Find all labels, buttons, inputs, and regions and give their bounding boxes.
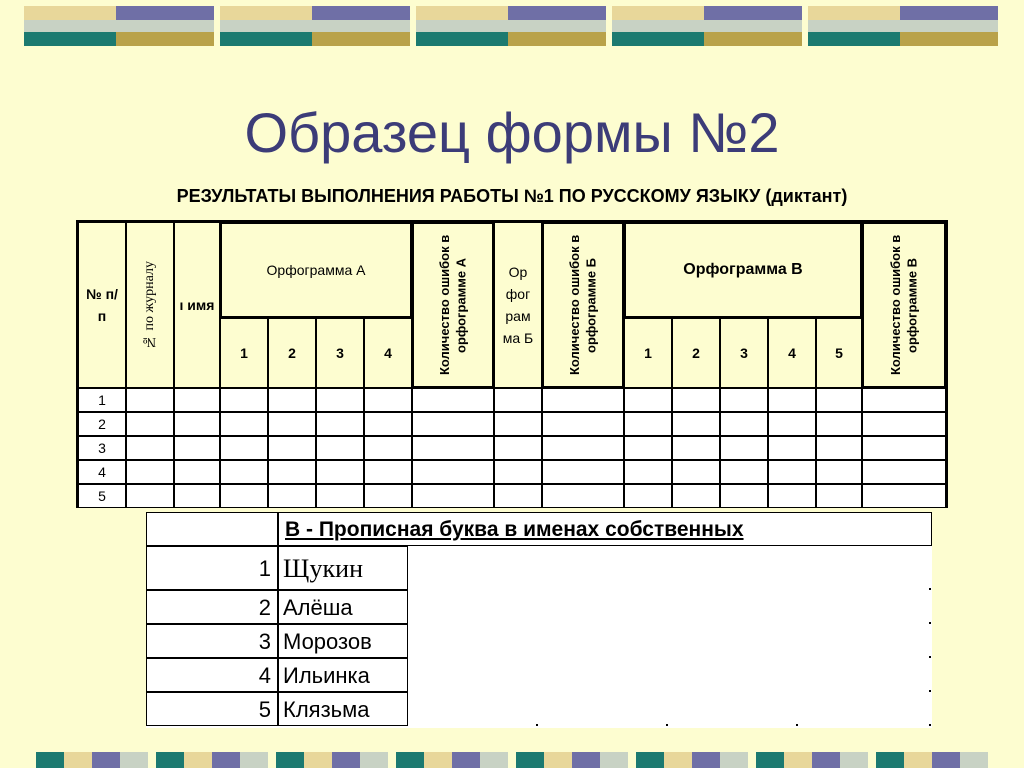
table-cell (768, 460, 816, 484)
table-cell (174, 388, 220, 412)
header-orth-v-col-4 (768, 318, 816, 388)
table-cell (672, 484, 720, 508)
row-number-cell (78, 436, 126, 460)
band-stripe (808, 32, 900, 46)
band-stripe (612, 32, 704, 46)
orthogram-header: В - Прописная буква в именах собственных (278, 512, 932, 546)
header-journal-label: № по журналу (142, 261, 158, 349)
header-name-label: ı имя (179, 297, 215, 313)
table-cell (268, 436, 316, 460)
table-cell (268, 388, 316, 412)
band-stripe (220, 6, 312, 20)
results-table (76, 220, 948, 508)
band-stripe (600, 752, 628, 768)
table-cell (768, 436, 816, 460)
header-orth-v (624, 222, 862, 318)
table-cell (542, 460, 624, 484)
table-cell (316, 436, 364, 460)
table-cell (862, 412, 946, 436)
header-orth-v-col-label: 4 (788, 345, 796, 361)
table-cell (768, 484, 816, 508)
band-stripe (416, 20, 606, 32)
table-cell (494, 388, 542, 412)
band-stripe (396, 752, 424, 768)
band-tile (612, 0, 802, 48)
orthogram-table (146, 512, 932, 728)
header-orth-v-col-label: 3 (740, 345, 748, 361)
table-cell (672, 388, 720, 412)
band-stripe (960, 752, 988, 768)
band-stripe (220, 32, 312, 46)
band-stripe (612, 20, 802, 32)
band-stripe (304, 752, 332, 768)
row-number-cell (78, 484, 126, 508)
table-cell (542, 412, 624, 436)
table-cell (816, 388, 862, 412)
table-cell (862, 484, 946, 508)
header-journal (126, 222, 174, 388)
header-count-v-label: Количество ошибок в орфограмме В (887, 234, 919, 376)
band-stripe (92, 752, 120, 768)
table-cell (494, 460, 542, 484)
table-cell (268, 460, 316, 484)
item-number: 5 (146, 692, 278, 726)
dot-mark (929, 588, 931, 590)
band-tile (756, 752, 868, 768)
band-tile (516, 752, 628, 768)
table-cell (720, 436, 768, 460)
item-word: Ильинка (278, 658, 408, 692)
table-cell (816, 484, 862, 508)
header-orth-b-label: Ор фог рам ма Б (502, 264, 534, 346)
table-cell (720, 460, 768, 484)
row-number: 3 (98, 440, 106, 456)
table-cell (316, 388, 364, 412)
band-stripe (312, 6, 410, 20)
band-stripe (808, 20, 998, 32)
dot-mark (666, 724, 668, 726)
band-stripe (480, 752, 508, 768)
table-cell (412, 412, 494, 436)
item-number: 2 (146, 590, 278, 624)
band-stripe (424, 752, 452, 768)
table-cell (672, 460, 720, 484)
header-orth-a-col-3 (316, 318, 364, 388)
header-orth-v-col-3 (720, 318, 768, 388)
band-stripe (220, 20, 410, 32)
row-number-cell (78, 460, 126, 484)
table-cell (364, 436, 412, 460)
row-number-cell (78, 412, 126, 436)
row-number: 5 (98, 488, 106, 504)
dot-mark (929, 656, 931, 658)
band-tile (24, 0, 214, 48)
band-stripe (900, 6, 998, 20)
band-stripe (508, 32, 606, 46)
band-stripe (720, 752, 748, 768)
table-cell (672, 412, 720, 436)
table-cell (624, 460, 672, 484)
orthogram-header-blank (146, 512, 278, 546)
table-cell (672, 436, 720, 460)
table-cell (862, 436, 946, 460)
band-stripe (24, 20, 214, 32)
table-cell (174, 436, 220, 460)
table-cell (412, 436, 494, 460)
table-cell (174, 484, 220, 508)
header-orth-b (494, 222, 542, 388)
header-count-a-label: Количество ошибок в орфограмме А (436, 234, 468, 376)
header-orth-a-col-4 (364, 318, 412, 388)
table-cell (220, 412, 268, 436)
dot-mark (929, 622, 931, 624)
header-orth-a-label: Орфограмма А (266, 262, 366, 278)
dot-mark (929, 724, 931, 726)
band-stripe (360, 752, 388, 768)
table-cell (412, 484, 494, 508)
table-cell (412, 460, 494, 484)
band-stripe (544, 752, 572, 768)
band-stripe (36, 752, 64, 768)
header-orth-v-col-label: 2 (692, 345, 700, 361)
band-stripe (156, 752, 184, 768)
table-cell (126, 412, 174, 436)
item-word: Щукин (278, 546, 408, 590)
table-cell (720, 388, 768, 412)
item-word: Алёша (278, 590, 408, 624)
table-cell (220, 460, 268, 484)
table-cell (494, 484, 542, 508)
table-cell (624, 388, 672, 412)
table-cell (816, 412, 862, 436)
band-stripe (64, 752, 92, 768)
band-stripe (332, 752, 360, 768)
band-stripe (900, 32, 998, 46)
band-tile (808, 0, 998, 48)
band-stripe (812, 752, 840, 768)
band-stripe (240, 752, 268, 768)
band-stripe (276, 752, 304, 768)
table-cell (174, 460, 220, 484)
band-stripe (212, 752, 240, 768)
band-stripe (572, 752, 600, 768)
band-stripe (756, 752, 784, 768)
band-stripe (24, 6, 116, 20)
row-number: 1 (98, 392, 106, 408)
top-decorative-band (0, 0, 1024, 56)
table-cell (220, 388, 268, 412)
table-cell (316, 484, 364, 508)
header-orth-a-col-2 (268, 318, 316, 388)
table-cell (624, 484, 672, 508)
header-orth-a-col-1 (220, 318, 268, 388)
band-tile (636, 752, 748, 768)
band-stripe (116, 6, 214, 20)
band-stripe (508, 6, 606, 20)
band-stripe (692, 752, 720, 768)
table-cell (816, 460, 862, 484)
table-cell (542, 388, 624, 412)
band-stripe (24, 32, 116, 46)
band-stripe (516, 752, 544, 768)
item-word: Морозов (278, 624, 408, 658)
dot-mark (536, 724, 538, 726)
header-orth-a (220, 222, 412, 318)
band-stripe (876, 752, 904, 768)
table-cell (220, 484, 268, 508)
item-number: 1 (146, 546, 278, 590)
table-cell (494, 412, 542, 436)
band-tile (220, 0, 410, 48)
table-cell (268, 412, 316, 436)
table-cell (542, 436, 624, 460)
band-stripe (932, 752, 960, 768)
band-stripe (452, 752, 480, 768)
table-cell (624, 436, 672, 460)
band-stripe (184, 752, 212, 768)
dot-mark (929, 690, 931, 692)
table-cell (768, 388, 816, 412)
header-num-label: № п/п (86, 286, 118, 324)
header-orth-a-col-label: 2 (288, 345, 296, 361)
band-stripe (704, 32, 802, 46)
header-name (174, 222, 220, 388)
header-orth-v-label: Орфограмма В (683, 261, 803, 278)
band-stripe (808, 6, 900, 20)
item-number: 3 (146, 624, 278, 658)
band-stripe (904, 752, 932, 768)
band-stripe (416, 32, 508, 46)
table-cell (316, 460, 364, 484)
band-tile (876, 752, 988, 768)
header-num (78, 222, 126, 388)
table-cell (720, 412, 768, 436)
row-number: 4 (98, 464, 106, 480)
table-cell (364, 388, 412, 412)
header-orth-a-col-label: 4 (384, 345, 392, 361)
row-number-cell (78, 388, 126, 412)
table-cell (624, 412, 672, 436)
header-orth-a-col-label: 1 (240, 345, 248, 361)
band-tile (156, 752, 268, 768)
slide-title: Образец формы №2 (244, 101, 780, 164)
table-cell (268, 484, 316, 508)
header-count-b-label: Количество ошибок в орфограмме Б (566, 234, 598, 376)
row-number: 2 (98, 416, 106, 432)
band-tile (36, 752, 148, 768)
slide-subtitle: РЕЗУЛЬТАТЫ ВЫПОЛНЕНИЯ РАБОТЫ №1 ПО РУССКОМУ ЯЗЫКУ (диктант) (176, 186, 848, 206)
header-orth-v-col-5 (816, 318, 862, 388)
header-count-b (542, 222, 624, 388)
table-cell (316, 412, 364, 436)
table-cell (126, 436, 174, 460)
table-cell (720, 484, 768, 508)
band-tile (416, 0, 606, 48)
header-orth-v-col-1 (624, 318, 672, 388)
table-cell (126, 484, 174, 508)
band-stripe (312, 32, 410, 46)
bottom-decorative-band (0, 752, 1024, 768)
table-cell (126, 388, 174, 412)
table-cell (494, 436, 542, 460)
header-orth-a-col-label: 3 (336, 345, 344, 361)
band-tile (396, 752, 508, 768)
band-stripe (116, 32, 214, 46)
band-stripe (120, 752, 148, 768)
dot-mark (796, 724, 798, 726)
header-count-a (412, 222, 494, 388)
table-cell (862, 460, 946, 484)
table-cell (412, 388, 494, 412)
item-word: Клязьма (278, 692, 408, 726)
band-stripe (612, 6, 704, 20)
table-cell (816, 436, 862, 460)
band-stripe (840, 752, 868, 768)
table-cell (220, 436, 268, 460)
header-orth-v-col-label: 5 (835, 345, 843, 361)
header-count-v (862, 222, 946, 388)
table-cell (364, 412, 412, 436)
band-stripe (664, 752, 692, 768)
band-stripe (704, 6, 802, 20)
band-stripe (784, 752, 812, 768)
table-cell (174, 412, 220, 436)
table-cell (862, 388, 946, 412)
band-tile (276, 752, 388, 768)
table-cell (768, 412, 816, 436)
table-cell (364, 484, 412, 508)
header-orth-v-col-label: 1 (644, 345, 652, 361)
table-cell (364, 460, 412, 484)
header-orth-v-col-2 (672, 318, 720, 388)
table-cell (542, 484, 624, 508)
band-stripe (416, 6, 508, 20)
item-number: 4 (146, 658, 278, 692)
table-cell (126, 460, 174, 484)
band-stripe (636, 752, 664, 768)
